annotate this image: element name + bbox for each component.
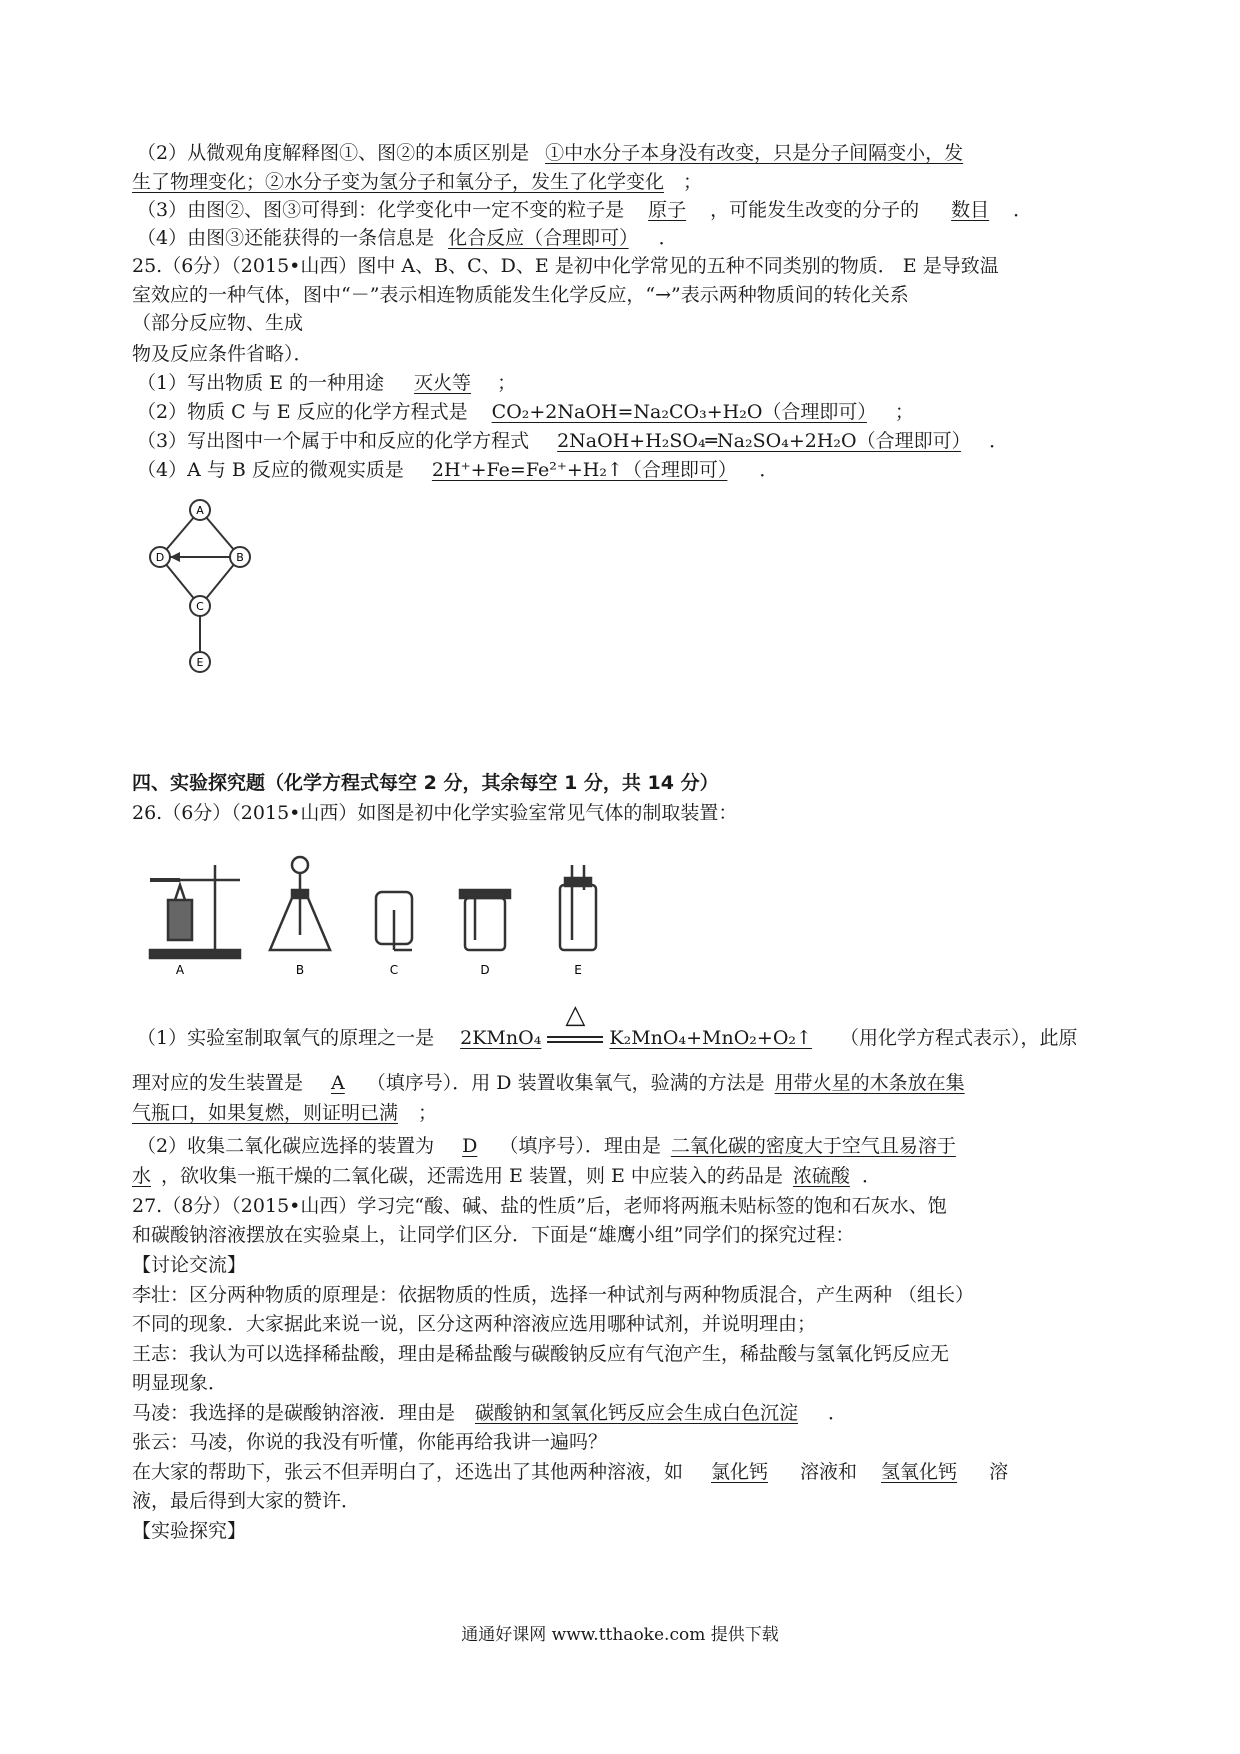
- q24-part3: [137, 197, 1032, 223]
- q27-stem1: 27.（8分）（2015•山西）学习完“酸、碱、盐的性质”后，老师将两瓶未贴标签的饱和石灰水、饱: [132, 1195, 947, 1217]
- apparatus-a: [150, 865, 240, 958]
- q26-p2-text: （2）收集二氧化碳应选择的装置为: [137, 1135, 435, 1157]
- apparatus-label-b: B: [295, 963, 305, 977]
- eq-left: 2KMnO₄: [460, 1027, 542, 1049]
- q26-p2b-text: （填序号）．理由是: [499, 1135, 661, 1157]
- node-a: [190, 500, 210, 520]
- apparatus-label-c: C: [389, 963, 399, 977]
- q24-answer2a: ①中水分子本身没有改变，只是分子间隔变小，发: [545, 142, 964, 164]
- q24-p3b-text: ，可能发生改变的分子的: [710, 199, 920, 221]
- eq-right: K₂MnO₄+MnO₂+O₂↑: [609, 1027, 812, 1049]
- q26-equation: [446, 999, 834, 1051]
- reaction-network-diagram: [140, 490, 300, 680]
- q27-line1: 李壮：区分两种物质的原理是：依据物质的性质，选择一种试剂与两种物质混合，产生两种 （组长）: [132, 1284, 975, 1306]
- semicolon: ；: [894, 401, 914, 423]
- q26-p2c-text: ，欲收集一瓶干燥的二氧化碳，还需选用 E 装置，则 E 中应装入的药品是: [161, 1165, 783, 1187]
- svg-text:D: D: [155, 551, 165, 564]
- q26-answer1c: 气瓶口，如果复燃，则证明已满: [132, 1102, 399, 1124]
- q27-line4: 明显现象．: [132, 1372, 228, 1394]
- q25-answer3: 2NaOH+H₂SO₄═Na₂SO₄+2H₂O（合理即可）: [557, 430, 962, 452]
- q26-p1b-text: （用化学方程式表示），此原: [840, 1027, 1078, 1049]
- q27-line2: 不同的现象．大家据此来说一说，区分这两种溶液应选用哪种试剂，并说明理由；: [132, 1313, 817, 1335]
- q27-line7: [132, 1459, 1008, 1485]
- q25-p3-text: （3）写出图中一个属于中和反应的化学方程式: [137, 430, 530, 452]
- q25-answer1: 灭火等: [414, 372, 472, 394]
- node-e: [190, 652, 210, 672]
- q26-part1-cont: [132, 1070, 965, 1096]
- q25-part2: [137, 399, 914, 425]
- q25-p1-text: （1）写出物质 E 的一种用途: [137, 372, 385, 394]
- apparatus-b: [270, 857, 330, 950]
- q26-answer2c: 水: [132, 1165, 152, 1187]
- q26-part1-cont2: [132, 1100, 437, 1126]
- q26-answer2b: 二氧化碳的密度大于空气且易溶于: [670, 1135, 956, 1157]
- q27-line6: 张云：马凌，你说的我没有听懂，你能再给我讲一遍吗？: [132, 1431, 608, 1453]
- svg-text:B: B: [236, 551, 244, 564]
- apparatus-c: [376, 892, 412, 950]
- q26-answer1b: 用带火星的木条放在集: [774, 1072, 965, 1094]
- svg-text:A: A: [196, 504, 204, 517]
- node-d: [150, 547, 170, 567]
- q24-answer4: 化合反应（合理即可）: [448, 227, 629, 249]
- q27-heading-experiment: 【实验探究】: [132, 1520, 247, 1542]
- q25-answer2: CO₂+2NaOH=Na₂CO₃+H₂O（合理即可）: [491, 401, 867, 423]
- page-footer: 通通好课网 www.tthaoke.com 提供下载: [461, 1625, 779, 1645]
- q25-stem1: 25.（6分）（2015•山西）图中 A、B、C、D、E 是初中化学常见的五种不同类别的物质． E 是导致温: [132, 255, 999, 277]
- period: ．: [989, 430, 1009, 452]
- q26-part1: [137, 999, 1078, 1051]
- node-c: [190, 596, 210, 616]
- q24-p2-text: （2）从微观角度解释图①、图②的本质区别是: [137, 142, 530, 164]
- eq-condition: △: [565, 999, 586, 1030]
- q26-p1c-text: 理对应的发生装置是: [132, 1072, 304, 1094]
- q26-answer1: A: [331, 1072, 345, 1094]
- q27-l5-text: 马凌：我选择的是碳酸钠溶液．理由是: [132, 1402, 456, 1424]
- q27-answer7a: 氯化钙: [711, 1461, 769, 1483]
- period: ．: [1013, 199, 1033, 221]
- semicolon: ；: [664, 171, 703, 193]
- period: ．: [759, 459, 779, 481]
- q25-stem3: （部分反应物、生成: [132, 312, 304, 334]
- semicolon: ；: [497, 372, 517, 394]
- q26-p1-text: （1）实验室制取氧气的原理之一是: [137, 1027, 435, 1049]
- q25-p4-text: （4）A 与 B 反应的微观实质是: [137, 459, 404, 481]
- q24-answer3b: 数目: [951, 199, 990, 221]
- q25-part4: [137, 457, 778, 483]
- node-b: [230, 547, 250, 567]
- apparatus-d: [460, 890, 510, 950]
- q27-line8: 液，最后得到大家的赞许．: [132, 1490, 361, 1512]
- semicolon: ；: [418, 1102, 438, 1124]
- apparatus-label-a: A: [175, 963, 185, 977]
- q27-stem2: 和碳酸钠溶液摆放在实验桌上，让同学们区分．下面是“雄鹰小组”同学们的探究过程：: [132, 1224, 855, 1246]
- apparatus-label-d: D: [480, 963, 490, 977]
- q26-part2: [137, 1133, 956, 1159]
- arrowhead-to-d: [170, 552, 180, 562]
- period: ．: [861, 1165, 881, 1187]
- q24-answer3a: 原子: [648, 199, 687, 221]
- eq-sign: [547, 999, 603, 1043]
- q26-stem: 26.（6分）（2015•山西）如图是初中化学实验室常见气体的制取装置：: [132, 802, 738, 824]
- q25-answer4: 2H⁺+Fe=Fe²⁺+H₂↑（合理即可）: [431, 459, 728, 481]
- q27-line3: 王志：我认为可以选择稀盐酸，理由是稀盐酸与碳酸钠反应有气泡产生，稀盐酸与氢氧化钙反应无: [132, 1343, 950, 1365]
- q24-p4-text: （4）由图③还能获得的一条信息是: [137, 227, 435, 249]
- q24-part2: [137, 140, 963, 166]
- q27-l7b-text: 溶液和: [800, 1461, 858, 1483]
- q24-answer2b: 生了物理变化；②水分子变为氢分子和氧分子，发生了化学变化: [132, 171, 665, 193]
- q26-p1d-text: （填序号）．用 D 装置收集氧气，验满的方法是: [366, 1072, 765, 1094]
- section-heading: 四、实验探究题（化学方程式每空 2 分，其余每空 1 分，共 14 分）: [132, 772, 719, 794]
- q26-part2-cont: [132, 1163, 881, 1189]
- q25-p2-text: （2）物质 C 与 E 反应的化学方程式是: [137, 401, 468, 423]
- q24-p3a-text: （3）由图②、图③可得到：化学变化中一定不变的粒子是: [137, 199, 625, 221]
- svg-text:C: C: [196, 600, 204, 613]
- q25-stem2: 室效应的一种气体，图中“－”表示相连物质能发生化学反应，“→”表示两种物质间的转化关系: [132, 284, 909, 306]
- period: ．: [658, 227, 678, 249]
- q25-part3: [137, 428, 1008, 454]
- q25-stem4: 物及反应条件省略）．: [132, 343, 313, 365]
- q27-heading-discussion: 【讨论交流】: [132, 1254, 247, 1276]
- apparatus-label-e: E: [574, 963, 582, 977]
- svg-text:E: E: [196, 656, 204, 669]
- q27-line5: [132, 1400, 847, 1426]
- apparatus-e: [560, 865, 596, 950]
- q27-l7c-text: 溶: [989, 1461, 1009, 1483]
- q26-answer2d: 浓硫酸: [792, 1165, 850, 1187]
- q27-answer7b: 氢氧化钙: [881, 1461, 958, 1483]
- q27-answer5: 碳酸钠和氢氧化钙反应会生成白色沉淀: [475, 1402, 799, 1424]
- apparatus-figure: [140, 840, 680, 980]
- q25-part1: [137, 370, 516, 396]
- q27-l7-text: 在大家的帮助下，张云不但弄明白了，还选出了其他两种溶液，如: [132, 1461, 684, 1483]
- q24-part2-cont: [132, 169, 702, 195]
- q26-answer2: D: [462, 1135, 478, 1157]
- q24-part4: [137, 225, 678, 251]
- period: ．: [828, 1402, 848, 1424]
